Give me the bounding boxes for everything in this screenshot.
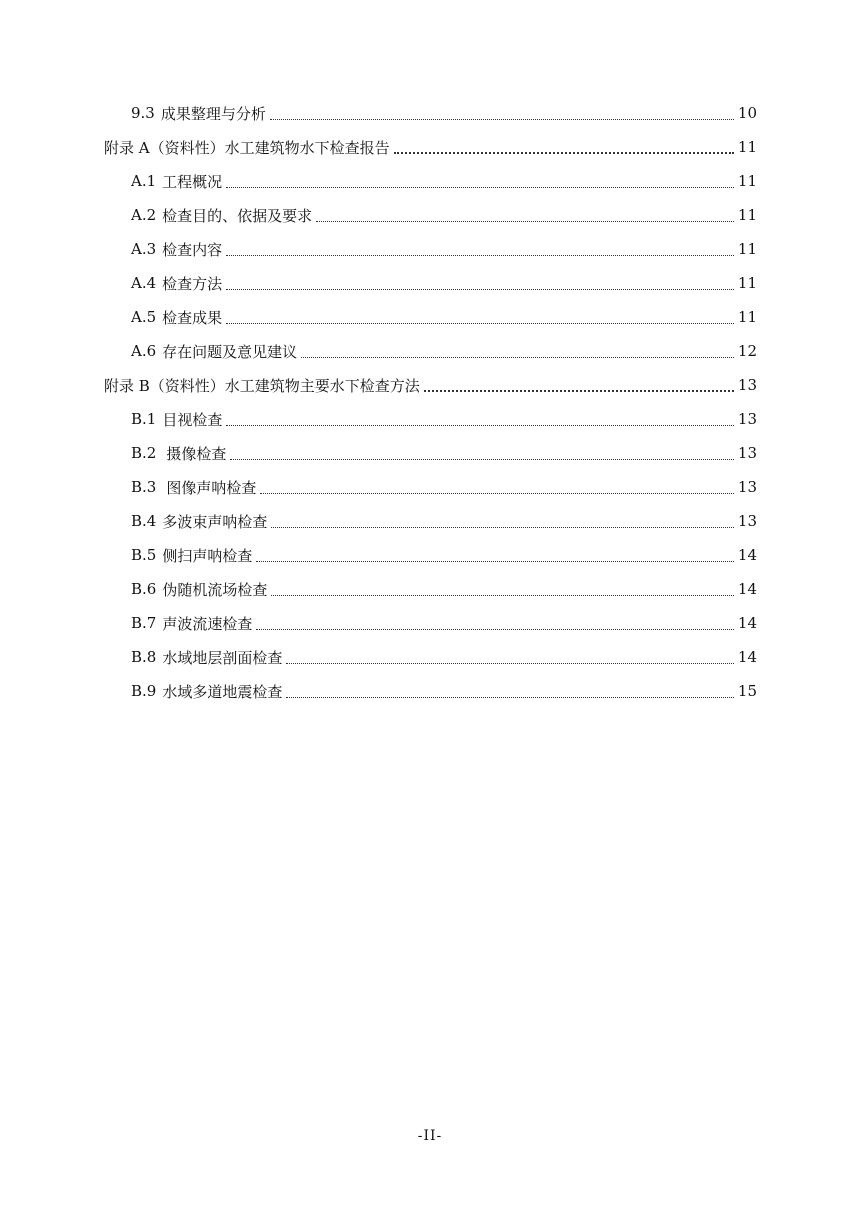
toc-entry-title: （资料性）水工建筑物水下检查报告 [149,138,390,157]
toc-entry[interactable] [131,300,757,334]
toc-entry-title: 工程概况 [162,172,223,191]
toc-dot-leader [226,315,734,324]
toc-dot-leader [316,213,734,222]
toc-dot-leader [226,179,734,188]
toc-entry-number: A.6 [131,342,157,360]
toc-dot-leader [271,587,734,596]
toc-entry[interactable] [131,572,757,606]
toc-entry-number: B.5 [131,546,157,564]
toc-entry-number: B.9 [131,682,157,700]
toc-entry[interactable] [131,334,757,368]
toc-entry-page: 11 [737,240,757,258]
toc-dot-leader [270,111,734,120]
toc-entry-page: 11 [737,172,757,190]
toc-entry[interactable] [131,640,757,674]
toc-entry[interactable] [131,606,757,640]
toc-dot-leader [271,519,734,528]
toc-dot-leader [260,485,734,494]
toc-dot-leader [256,621,734,630]
toc-entry-page: 12 [737,342,757,360]
toc-entry-title: 存在问题及意见建议 [162,342,298,361]
toc-entry-page: 13 [737,410,757,428]
toc-entry-number: A.4 [131,274,157,292]
toc-entry[interactable] [131,164,757,198]
toc-entry-page: 11 [737,274,757,292]
toc-dot-leader [230,451,734,460]
toc-entry-page: 14 [737,648,757,666]
toc-entry-title: 成果整理与分析 [160,104,266,123]
toc-entry[interactable] [131,198,757,232]
toc-entry[interactable] [131,674,757,708]
toc-entry-page: 14 [737,580,757,598]
toc-entry-title: 水域多道地震检查 [162,682,283,701]
toc-entry-title: 检查成果 [162,308,223,327]
toc-entry-title: 检查目的、依据及要求 [162,206,313,225]
toc-entry-page: 13 [737,444,757,462]
toc-entry-page: 14 [737,546,757,564]
toc-entry-page: 11 [737,206,757,224]
toc-dot-leader [424,382,734,392]
toc-entry-title: 多波束声呐检查 [162,512,268,531]
page-number: -II- [417,1128,443,1144]
toc-entry-title: 检查方法 [162,274,223,293]
toc-entry-title: 图像声呐检查 [166,478,257,497]
toc-entry[interactable] [104,368,757,402]
toc-dot-leader [226,247,734,256]
toc-entry[interactable] [131,436,757,470]
toc-entry-number: B.4 [131,512,157,530]
toc-entry-number: A.5 [131,308,157,326]
toc-dot-leader [226,417,734,426]
toc-entry[interactable] [131,96,757,130]
toc-entry-number: B.8 [131,648,157,666]
toc-entry-number: B.2 [131,444,157,462]
toc-entry[interactable] [131,470,757,504]
toc-entry-number: B.6 [131,580,157,598]
toc-entry-page: 15 [737,682,757,700]
toc-entry-page: 14 [737,614,757,632]
toc-dot-leader [394,144,734,154]
toc-entry-number: 附录 B [104,376,150,395]
toc-entry-title: （资料性）水工建筑物主要水下检查方法 [149,376,420,395]
toc-entry-number: B.3 [131,478,157,496]
toc-entry-page: 13 [737,512,757,530]
toc-entry-number: A.1 [131,172,157,190]
toc-entry-number: 附录 A [104,138,150,157]
toc-entry[interactable] [131,402,757,436]
toc-entry-page: 10 [737,104,757,122]
toc-entry-page: 11 [737,138,757,156]
toc-entry-title: 伪随机流场检查 [162,580,268,599]
toc-entry-title: 摄像检查 [166,444,227,463]
toc-dot-leader [286,655,734,664]
toc-entry[interactable] [131,504,757,538]
toc-entry-number: B.1 [131,410,157,428]
toc-entry-title: 侧扫声呐检查 [162,546,253,565]
toc-entry-number: 9.3 [131,104,155,122]
toc-entry[interactable] [131,266,757,300]
toc-entry[interactable] [131,538,757,572]
toc-entry[interactable] [104,130,757,164]
toc-dot-leader [226,281,734,290]
toc-entry[interactable] [131,232,757,266]
toc-entry-number: A.2 [131,206,157,224]
toc-entry-page: 13 [737,376,757,394]
toc-entry-title: 检查内容 [162,240,223,259]
toc-entry-title: 声波流速检查 [162,614,253,633]
toc-entry-number: A.3 [131,240,157,258]
toc-entry-title: 水域地层剖面检查 [162,648,283,667]
toc-entry-page: 13 [737,478,757,496]
toc-entry-page: 11 [737,308,757,326]
toc-dot-leader [301,349,734,358]
toc-dot-leader [286,689,734,698]
toc-entry-title: 目视检查 [162,410,223,429]
toc-entry-number: B.7 [131,614,157,632]
toc-dot-leader [256,553,734,562]
